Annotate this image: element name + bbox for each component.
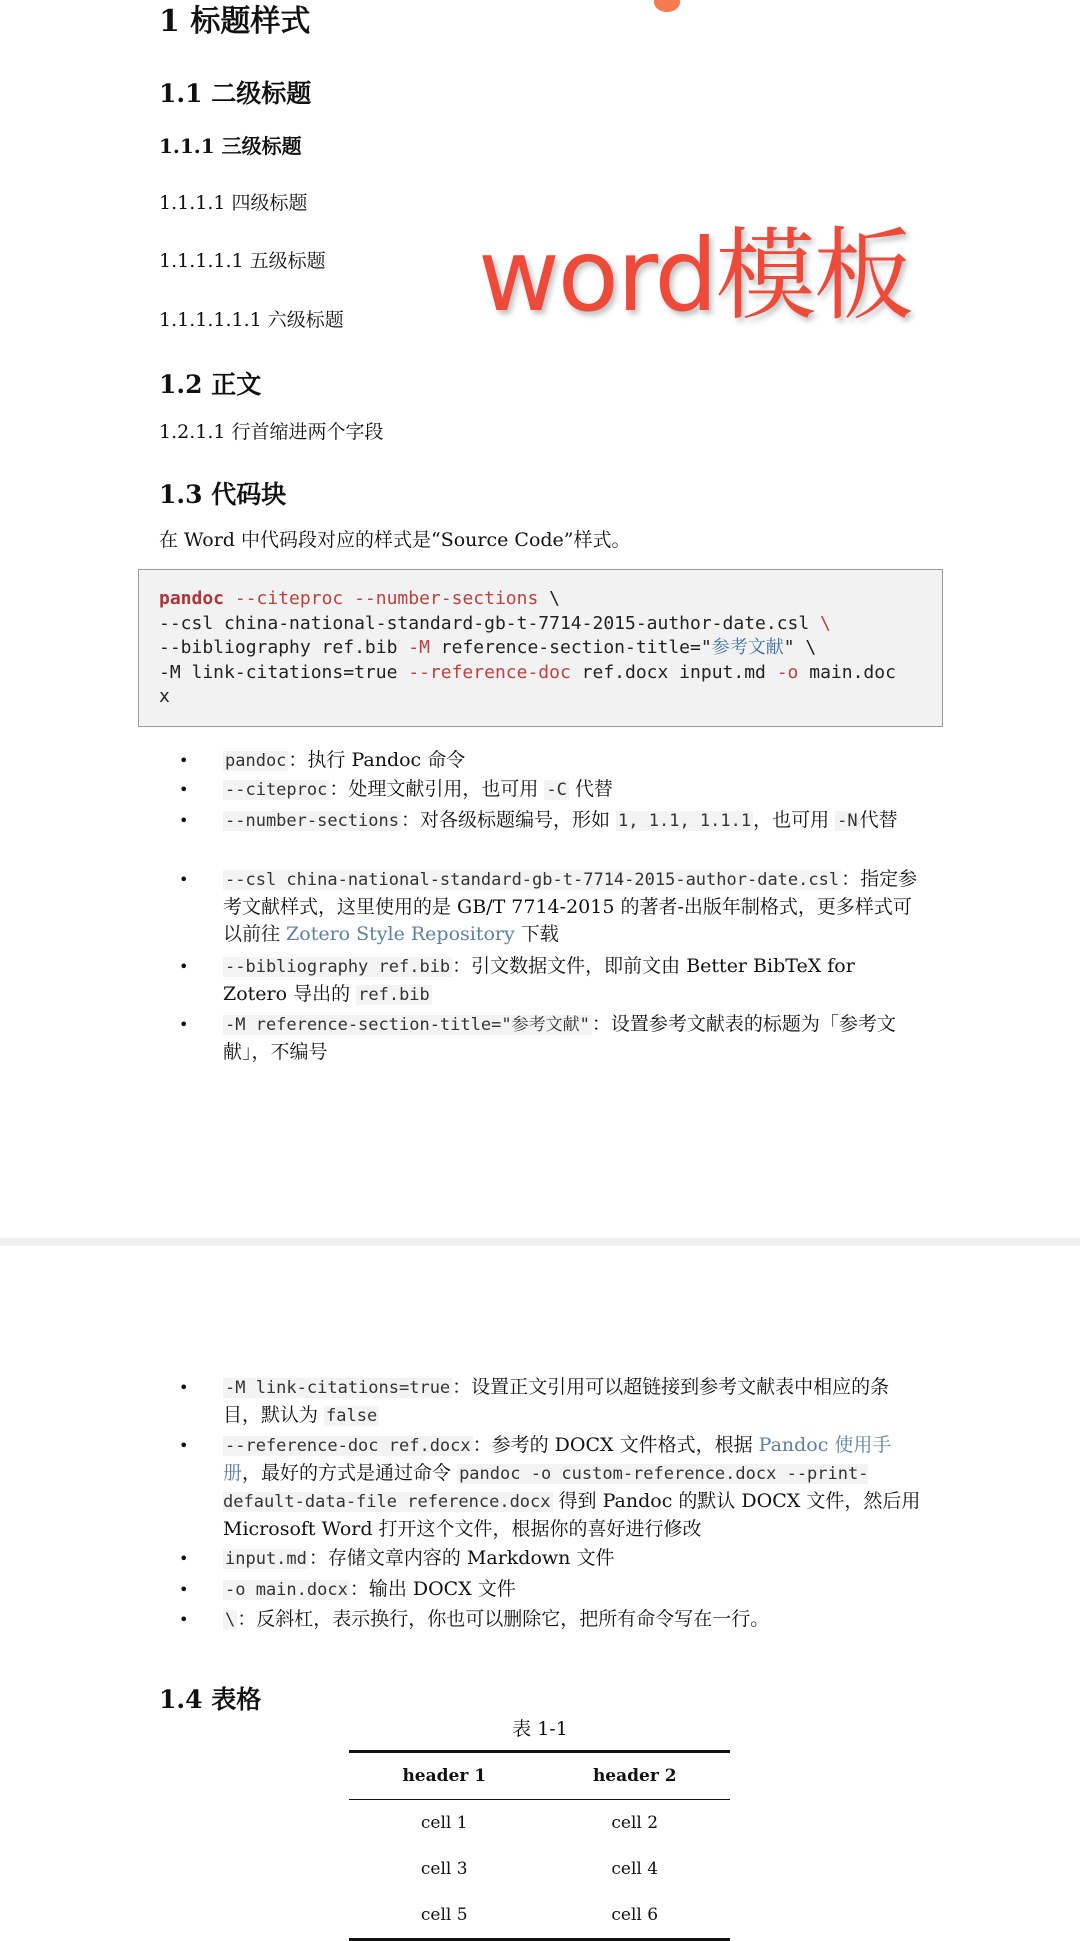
body-indent-text: 1.2.1.1 行首缩进两个字段 xyxy=(159,421,384,443)
table-row xyxy=(349,1846,730,1892)
table-header-cell: header 1 xyxy=(349,1752,540,1800)
list-item: • \ ：反斜杠，表示换行，你也可以删除它，把所有命令写在一行。 xyxy=(223,1606,923,1634)
bullet-icon: • xyxy=(179,870,189,889)
bullet-icon: • xyxy=(179,1436,189,1455)
table-cell: cell 3 xyxy=(420,1859,468,1879)
bullet-icon: • xyxy=(179,1549,189,1568)
bullet-icon: • xyxy=(179,957,189,976)
table-row xyxy=(349,1800,730,1847)
list-item: • --number-sections ：对各级标题编号，形如 1, 1.1, 1.1.1 ，也可用 -N 代替 xyxy=(223,807,923,835)
table-cell: cell 5 xyxy=(349,1892,540,1940)
list-item: • -M reference-section-title="参考文献" ：设置参考文献表的标题为「参考文献」，不编号 xyxy=(179,1013,896,1063)
bullet-icon: • xyxy=(179,1580,189,1599)
heading-5: 1.1.1.1.1 五级标题 xyxy=(159,250,326,272)
heading-2-body: 1.2 正文 xyxy=(159,370,262,399)
list-item: • -M link-citations=true ：设置正文引用可以超链接到参考文献表中相应的条目，默认为 false xyxy=(179,1376,890,1426)
bullet-icon: • xyxy=(179,1610,189,1629)
table-cell: cell 1 xyxy=(420,1813,468,1833)
list-item: • --reference-doc ref.docx ：参考的 DOCX 文件格式，根据 Pandoc 使用手册，最好的方式是通过命令 pandoc -o custom-reference.docx --print-default-data-file reference.docx 得到 Pandoc 的默认 DOCX 文件，然后用 Microsoft Word 打开这个文件，根据你的喜好进行修改 xyxy=(179,1434,921,1540)
code-line-5: x xyxy=(159,686,170,707)
bullet-icon: • xyxy=(179,811,189,830)
heading-6: 1.1.1.1.1.1 六级标题 xyxy=(159,309,344,331)
code-line-2: --csl china-national-standard-gb-t-7714-2015-author-date.csl \ xyxy=(159,612,831,634)
bullet-icon: • xyxy=(179,751,189,770)
bullet-icon: • xyxy=(179,780,189,799)
code-line-4: -M link-citations=true --reference-doc ref.docx input.md -o main.doc xyxy=(159,661,896,683)
heading-1: 1 标题样式 xyxy=(159,4,311,39)
zotero-style-repository-link[interactable]: Zotero Style Repository xyxy=(286,923,515,945)
heading-3: 1.1.1 三级标题 xyxy=(159,134,302,158)
code-line-3: --bibliography ref.bib -M reference-section-title="参考文献" \ xyxy=(159,637,817,658)
heading-2-table: 1.4 表格 xyxy=(159,1685,262,1714)
heading-2-first: 1.1 二级标题 xyxy=(159,79,312,108)
list-item: • -o main.docx ：输出 DOCX 文件 xyxy=(223,1576,923,1604)
bullet-icon: • xyxy=(179,1378,189,1397)
table-header-cell: header 2 xyxy=(540,1752,731,1800)
heading-2-codeblock: 1.3 代码块 xyxy=(159,480,287,509)
list-item: • pandoc ：执行 Pandoc 命令 xyxy=(223,747,923,775)
list-item: • --csl china-national-standard-gb-t-7714-2015-author-date.csl ：指定参考文献样式，这里使用的是 GB/T 7714-2015 的著者-出版年制格式，更多样式可以前往 Zotero Style Repository 下载 xyxy=(179,868,918,945)
heading-4: 1.1.1.1 四级标题 xyxy=(159,192,308,214)
table-header-row xyxy=(349,1752,730,1800)
watermark-overlay: word模板 xyxy=(478,217,912,334)
list-item: • --citeproc ：处理文献引用，也可用 -C 代替 xyxy=(223,776,923,804)
bullet-icon: • xyxy=(179,1015,189,1034)
page-separator xyxy=(0,1238,1080,1246)
code-line-1: pandoc --citeproc --number-sections \ xyxy=(159,588,560,609)
table-cell: cell 6 xyxy=(540,1892,731,1940)
data-table xyxy=(349,1750,730,1941)
list-item: • input.md ：存储文章内容的 Markdown 文件 xyxy=(223,1545,923,1573)
table-cell: cell 4 xyxy=(611,1859,659,1879)
pandoc-manual-link[interactable]: Pandoc 使用手册 xyxy=(223,1434,892,1484)
table-cell: cell 2 xyxy=(611,1813,659,1833)
code-intro-paragraph: 在 Word 中代码段对应的样式是“Source Code”样式。 xyxy=(159,529,631,551)
list-item: • --bibliography ref.bib ：引文数据文件，即前文由 Better BibTeX for Zotero 导出的 ref.bib xyxy=(179,955,855,1005)
orange-blob-decoration xyxy=(654,0,680,12)
code-block xyxy=(138,569,943,727)
table-caption: 表 1-1 xyxy=(512,1718,568,1740)
table-row xyxy=(349,1892,730,1940)
